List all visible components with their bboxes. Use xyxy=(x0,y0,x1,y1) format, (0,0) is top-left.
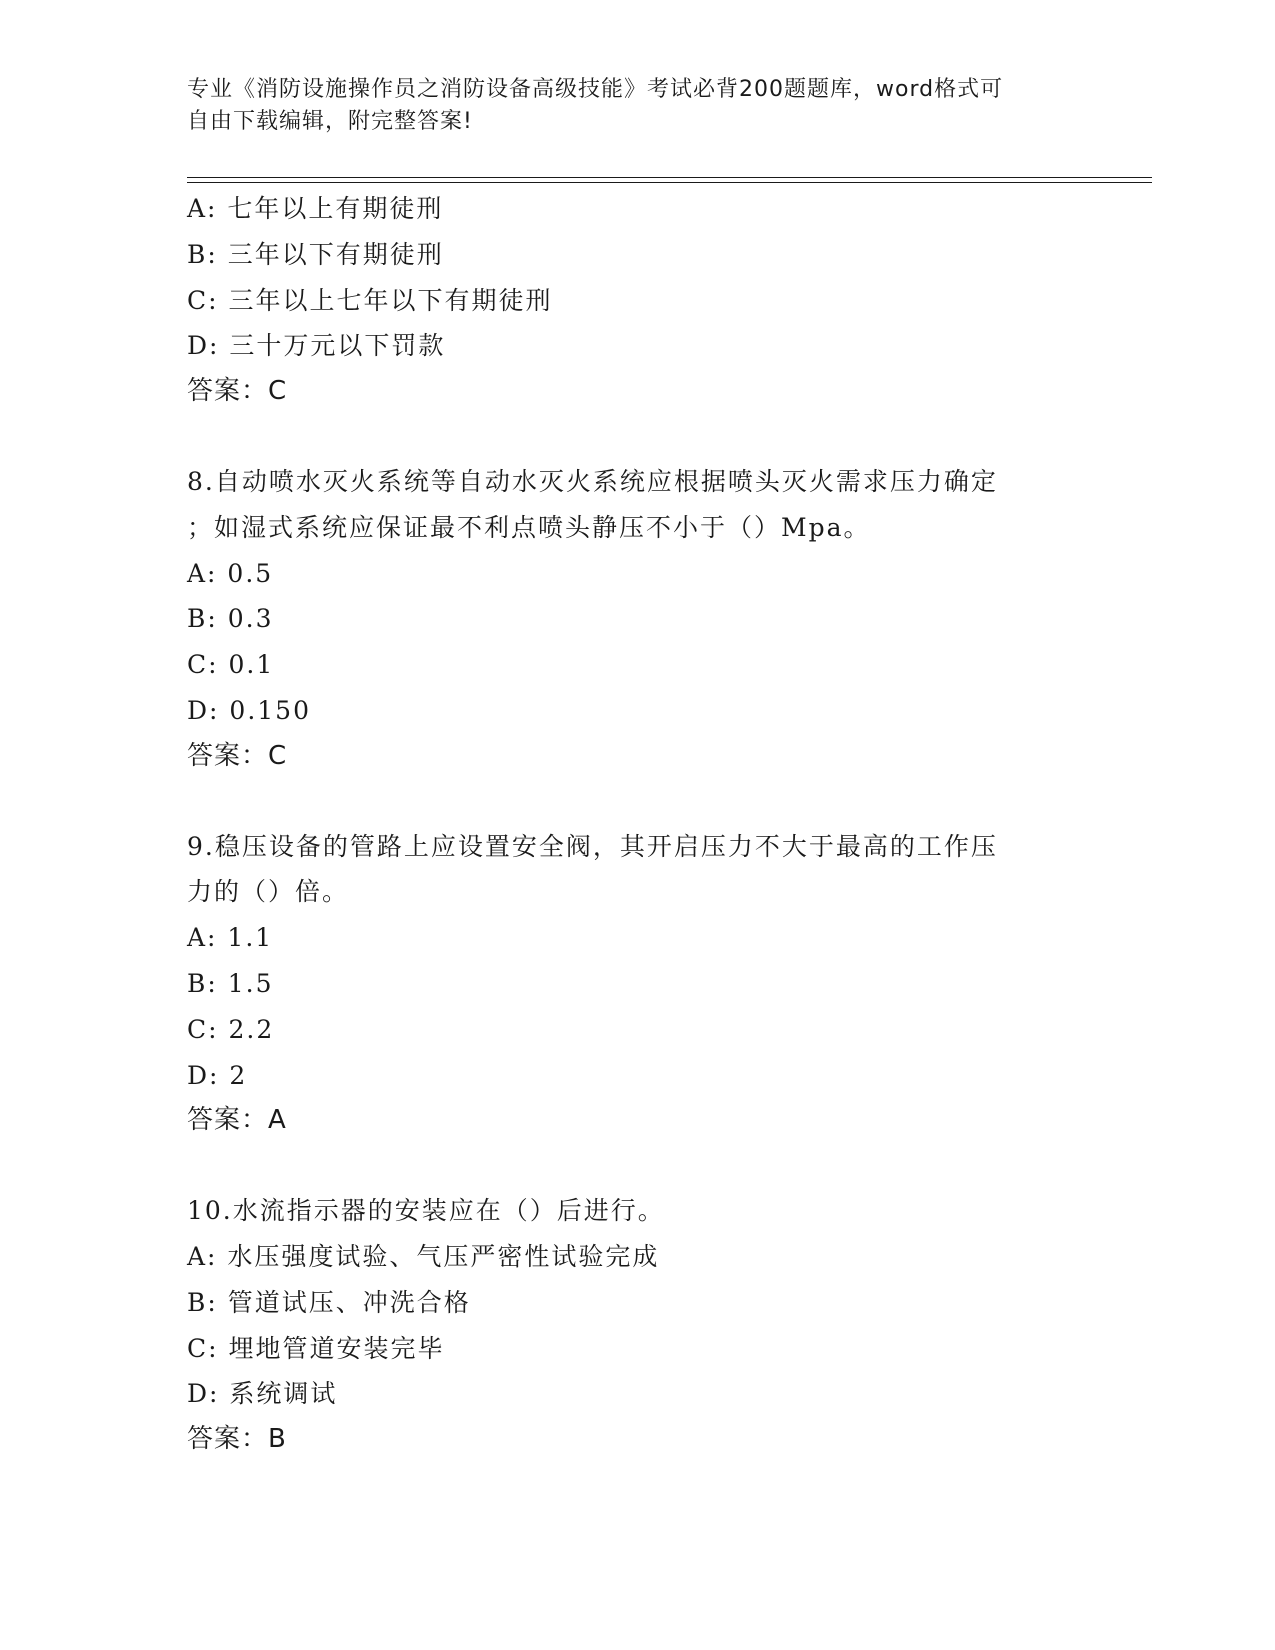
option-d: D: 0.150 xyxy=(187,695,311,725)
option-b: B: 三年以下有期徒刑 xyxy=(187,239,444,269)
option-d: D: 2 xyxy=(187,1060,248,1090)
question-stem: 10.水流指示器的安装应在（）后进行。 xyxy=(187,1196,665,1226)
question-stem: 9.稳压设备的管路上应设置安全阀，其开启压力不大于最高的工作压 xyxy=(187,831,998,861)
question-7 xyxy=(187,186,1087,415)
option-b: B: 管道试压、冲洗合格 xyxy=(187,1287,471,1317)
question-gap xyxy=(187,415,1087,459)
document-header xyxy=(187,74,1067,138)
question-stem: ；如湿式系统应保证最不利点喷头静压不小于（）Mpa。 xyxy=(187,512,871,542)
question-gap xyxy=(187,780,1087,824)
question-10 xyxy=(187,1188,1087,1463)
header-line-2: 自由下载编辑，附完整答案! xyxy=(187,109,473,134)
answer-line: 答案：C xyxy=(187,376,288,407)
question-gap xyxy=(187,1144,1087,1188)
question-8 xyxy=(187,459,1087,780)
option-c: C: 2.2 xyxy=(187,1014,275,1044)
option-a: A: 0.5 xyxy=(187,558,274,588)
option-a: A: 1.1 xyxy=(187,923,274,953)
option-c: C: 三年以上七年以下有期徒刑 xyxy=(187,285,553,315)
option-d: D: 三十万元以下罚款 xyxy=(187,331,446,361)
header-divider-top xyxy=(187,177,1152,178)
option-c: C: 0.1 xyxy=(187,650,275,680)
option-c: C: 埋地管道安装完毕 xyxy=(187,1333,445,1363)
answer-line: 答案：C xyxy=(187,740,288,771)
header-divider-bottom xyxy=(187,182,1152,183)
header-line-1: 专业《消防设施操作员之消防设备高级技能》考试必背200题题库，word格式可 xyxy=(187,77,1004,102)
option-a: A: 水压强度试验、气压严密性试验完成 xyxy=(187,1241,660,1271)
question-stem: 力的（）倍。 xyxy=(187,877,350,907)
answer-line: 答案：B xyxy=(187,1424,287,1455)
question-9 xyxy=(187,824,1087,1145)
question-list xyxy=(187,186,1087,1463)
option-b: B: 1.5 xyxy=(187,968,274,998)
option-a: A: 七年以上有期徒刑 xyxy=(187,194,444,223)
question-stem: 8.自动喷水灭火系统等自动水灭火系统应根据喷头灭火需求压力确定 xyxy=(187,466,998,496)
option-d: D: 系统调试 xyxy=(187,1379,338,1409)
answer-line: 答案：A xyxy=(187,1105,287,1136)
option-b: B: 0.3 xyxy=(187,604,274,634)
